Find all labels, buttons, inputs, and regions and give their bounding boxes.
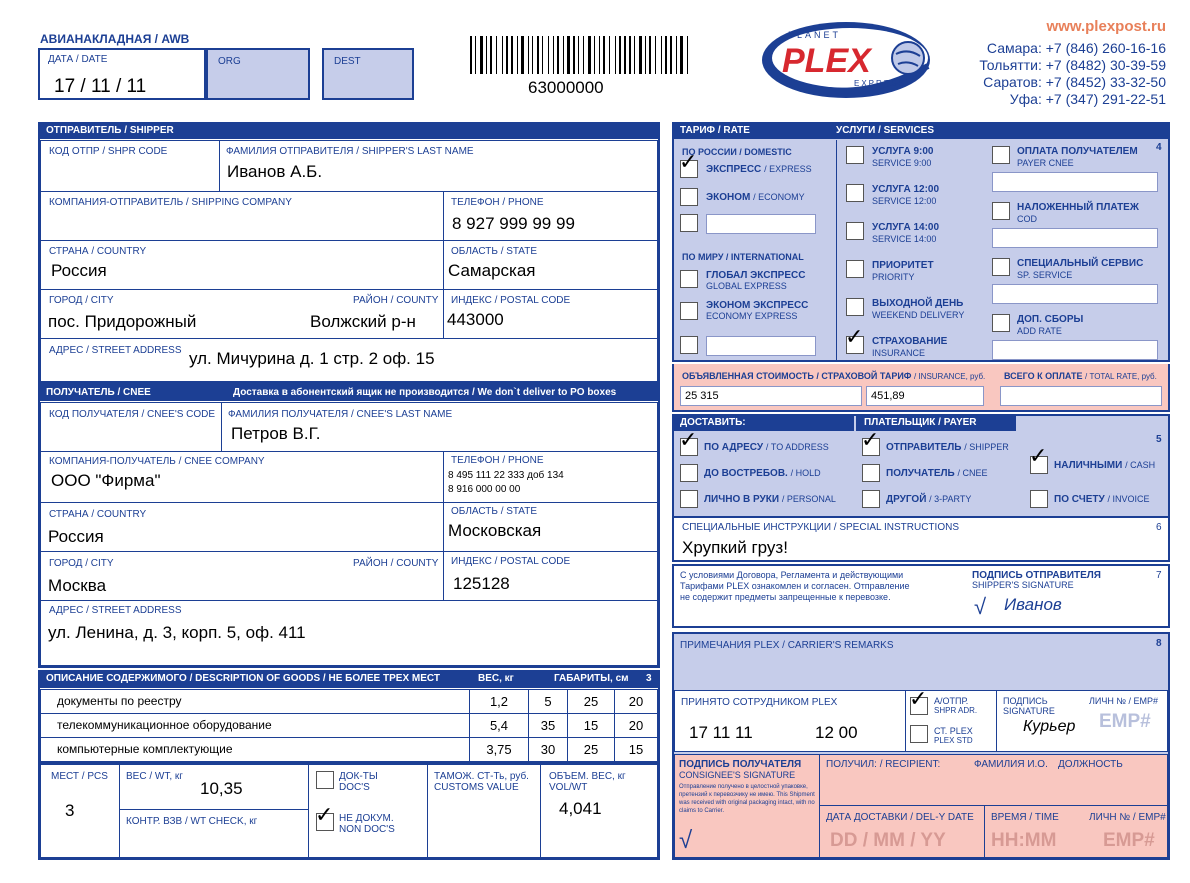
goods-row-cell[interactable]: 20 [614, 713, 658, 738]
barcode-bar [480, 36, 483, 74]
service-extra-input[interactable] [992, 340, 1158, 360]
delivery-emp-placeholder: EMP# [1103, 830, 1155, 851]
shipper-city: пос. Придорожный [48, 312, 197, 331]
org-label: ORG [218, 56, 241, 67]
barcode-bar [634, 36, 635, 74]
service-extra-input[interactable] [992, 172, 1158, 192]
shipper-signature[interactable]: Иванов [1004, 595, 1062, 614]
remarks-section-number: 8 [1156, 638, 1162, 649]
shipper-lastname-field[interactable] [219, 140, 658, 192]
barcode-bar [629, 36, 631, 74]
pcs-label: МЕСТ / PCS [51, 771, 108, 782]
goods-row-cell[interactable]: 25 [567, 737, 615, 762]
barcode [470, 36, 690, 74]
instructions-label: СПЕЦИАЛЬНЫЕ ИНСТРУКЦИИ / SPECIAL INSTRUCTIONS [682, 522, 959, 533]
payer-shipper-label: ОТПРАВИТЕЛЬ / SHIPPER [886, 442, 1009, 453]
volwt-field[interactable] [540, 764, 658, 858]
consignee-address-label: АДРЕС / STREET ADDRESS [49, 605, 182, 616]
phones-list [979, 40, 1166, 108]
consignee-state-field[interactable] [443, 502, 658, 552]
barcode-bar [537, 36, 539, 74]
shipper-postal-label: ИНДЕКС / POSTAL CODE [451, 295, 571, 306]
wt-label: ВЕС / WT, кг [126, 771, 183, 782]
consignee-lastname-label: ФАМИЛИЯ ПОЛУЧАТЕЛЯ / CNEE'S LAST NAME [228, 409, 453, 420]
shipper-address: ул. Мичурина д. 1 стр. 2 оф. 15 [189, 349, 435, 368]
economy-express-checkbox[interactable] [680, 302, 698, 320]
barcode-bar [661, 36, 662, 74]
barcode-bar [609, 36, 610, 74]
consignee-pobox-note: Доставка в абонентский ящик не производится / We don`t deliver to PO boxes [233, 387, 617, 398]
barcode-bar [557, 36, 559, 74]
consignee-city-label: ГОРОД / CITY [49, 558, 114, 569]
date-value: 17 / 11 / 11 [54, 76, 147, 97]
goods-row-description[interactable]: компьютерные комплектующие [40, 737, 470, 762]
consignee-code-field[interactable] [40, 402, 222, 452]
consignee-city-field[interactable] [40, 551, 444, 601]
courier-sign-field[interactable] [996, 690, 1168, 752]
declared-label: ОБЪЯВЛЕННАЯ СТОИМОСТЬ / СТРАХОВОЙ ТАРИФ / INSURANCE, руб. [682, 371, 986, 381]
service-extra-label-en: SP. SERVICE [1017, 270, 1073, 280]
total-label: ВСЕГО К ОПЛАТЕ / TOTAL RATE, руб. [1004, 371, 1157, 381]
barcode-bar [563, 36, 564, 74]
remarks-label: ПРИМЕЧАНИЯ PLEX / CARRIER'S REMARKS [680, 640, 894, 651]
customs-field[interactable] [427, 764, 541, 858]
instructions-section-number: 6 [1156, 522, 1162, 533]
consignee-country-field[interactable] [40, 502, 444, 552]
barcode-bar [687, 36, 688, 74]
nondocs-label-en: NON DOC'S [339, 824, 395, 835]
consignee-company-label: КОМПАНИЯ-ПОЛУЧАТЕЛЬ / CNEE COMPANY [49, 456, 265, 467]
barcode-bar [532, 36, 533, 74]
consignee-sig-label-en: CONSIGNEE'S SIGNATURE [679, 770, 796, 780]
to-address-checkmark-icon: ✓ [679, 428, 698, 453]
payer-shipper-checkmark-icon: ✓ [861, 428, 880, 453]
barcode-bar [573, 36, 575, 74]
recipient-field[interactable] [819, 754, 1168, 806]
org-box[interactable] [206, 48, 310, 100]
barcode-bar [517, 36, 518, 74]
plex-std-label-en: PLEX STD [934, 736, 973, 745]
payer-third-checkbox[interactable] [862, 490, 880, 508]
invoice-label: ПО СЧЕТУ / INVOICE [1054, 494, 1150, 505]
shipper-title: ОТПРАВИТЕЛЬ / SHIPPER [38, 122, 660, 139]
goods-row-cell[interactable]: 5 [528, 689, 568, 714]
wt-value: 10,35 [200, 779, 243, 798]
delivery-title: ДОСТАВИТЬ: [672, 414, 854, 431]
international-label: ПО МИРУ / INTERNATIONAL [682, 252, 804, 262]
service-label: ВЫХОДНОЙ ДЕНЬ [872, 298, 964, 309]
plex-logo [758, 14, 938, 104]
barcode-bar [603, 36, 605, 74]
instructions-value: Хрупкий груз! [682, 538, 788, 557]
shipper-company-label: КОМПАНИЯ-ОТПРАВИТЕЛЬ / SHIPPING COMPANY [49, 197, 292, 208]
express-checkmark-icon: ✓ [679, 150, 698, 175]
goods-row-cell[interactable]: 35 [528, 713, 568, 738]
shipper-county: Волжский р-н [310, 312, 416, 331]
barcode-bar [578, 36, 579, 74]
goods-row-description[interactable]: телекоммуникационное оборудование [40, 713, 470, 738]
date-box[interactable] [38, 48, 206, 100]
service-extra-checkbox[interactable] [992, 258, 1010, 276]
delivery-emp-label: ЛИЧН № / EMP# [1089, 812, 1166, 823]
plex-std-label: СТ. PLEX [934, 726, 973, 736]
agreement-section-number: 7 [1156, 570, 1162, 581]
shipper-lastname-label: ФАМИЛИЯ ОТПРАВИТЕЛЯ / SHIPPER'S LAST NAME [226, 146, 474, 157]
consignee-address: ул. Ленина, д. 3, корп. 5, оф. 411 [48, 623, 306, 642]
goods-row-cell[interactable]: 20 [614, 689, 658, 714]
service-label: УСЛУГА 14:00 [872, 222, 940, 233]
nondocs-checkmark-icon: ✓ [315, 803, 334, 828]
shipper-phone: 8 927 999 99 99 [452, 214, 575, 233]
personal-checkbox[interactable] [680, 490, 698, 508]
payer-section-number: 5 [1156, 434, 1162, 445]
service-extra-checkbox[interactable] [992, 146, 1010, 164]
pcs-field[interactable] [40, 764, 120, 858]
shipper-country-label: СТРАНА / COUNTRY [49, 246, 147, 257]
phone-ufa: Уфа: +7 (347) 291-22-51 [1009, 91, 1166, 107]
service-extra-label: СПЕЦИАЛЬНЫЙ СЕРВИС [1017, 258, 1144, 269]
consignee-country: Россия [48, 527, 104, 546]
barcode-bar [680, 36, 683, 74]
shipper-code-field[interactable] [40, 140, 220, 192]
courier-signature: Курьер [1023, 718, 1076, 735]
delivery-date-field[interactable] [819, 805, 985, 858]
payer-third-label: ДРУГОЙ / 3-PARTY [886, 494, 972, 505]
service-label-en: SERVICE 12:00 [872, 196, 937, 206]
shipper-state: Самарская [448, 261, 536, 280]
economy-checkbox[interactable] [680, 188, 698, 206]
website[interactable]: www.plexpost.ru [1046, 18, 1166, 35]
goods-row-cell[interactable]: 5,4 [469, 713, 529, 738]
consignee-address-field[interactable] [40, 600, 658, 666]
global-express-label-en: GLOBAL EXPRESS [706, 281, 787, 291]
barcode-bar [645, 36, 646, 74]
courier-sign-label: ПОДПИСЬ [1003, 696, 1048, 706]
global-express-checkbox[interactable] [680, 270, 698, 288]
barcode-bar [583, 36, 584, 74]
shipper-city-field[interactable] [40, 289, 444, 339]
barcode-bar [542, 36, 543, 74]
express-label: ЭКСПРЕСС / EXPRESS [706, 164, 812, 175]
hold-checkbox[interactable] [680, 464, 698, 482]
barcode-bar [619, 36, 621, 74]
awb-title: АВИАНАКЛАДНАЯ / AWB [40, 32, 190, 46]
delivery-time-label: ВРЕМЯ / TIME [991, 812, 1059, 823]
agreement-text: С условиями Договора, Регламента и действующими Тарифами PLEX ознакомлен и согласен. Отправление не содержит предметы запрещенные к перевозке. [680, 570, 910, 602]
dest-box[interactable] [322, 48, 414, 100]
service-checkbox[interactable] [846, 222, 864, 240]
barcode-bar [567, 36, 570, 74]
cash-label: НАЛИЧНЫМИ / CASH [1054, 460, 1156, 471]
barcode-bar [528, 36, 529, 74]
service-label-en: PRIORITY [872, 272, 915, 282]
payer-cnee-label: ПОЛУЧАТЕЛЬ / CNEE [886, 468, 988, 479]
goods-row-cell[interactable]: 25 [567, 689, 615, 714]
consignee-state-label: ОБЛАСТЬ / STATE [451, 506, 537, 517]
barcode-bar [624, 36, 626, 74]
barcode-bar [553, 36, 554, 74]
phone-togliatti: Тольятти: +7 (8482) 30-39-59 [979, 57, 1166, 73]
phone-saratov: Саратов: +7 (8452) 33-32-50 [983, 74, 1166, 90]
invoice-checkbox[interactable] [1030, 490, 1048, 508]
accepted-time: 12 00 [815, 723, 858, 742]
barcode-bar [670, 36, 672, 74]
barcode-number: 63000000 [528, 78, 604, 97]
consignee-state: Московская [448, 521, 542, 540]
logo-express: EXPRESS [854, 79, 906, 88]
service-checkbox[interactable] [846, 298, 864, 316]
shpr-addr-label: А/ОТПР. [934, 696, 969, 706]
customs-label: ТАМОЖ. СТ-Ть, руб. [434, 771, 529, 782]
barcode-bar [588, 36, 591, 74]
rate-other-input[interactable] [706, 214, 816, 234]
consignee-check-icon: √ [679, 827, 693, 854]
customs-label-en: CUSTOMS VALUE [434, 782, 519, 793]
insurance-checkmark-icon: ✓ [845, 325, 864, 350]
volwt-label-en: VOL/WT [549, 782, 588, 793]
consignee-title [38, 384, 660, 401]
volwt-label: ОБЪЕМ. ВЕС, кг [549, 771, 626, 782]
delivery-date-placeholder: DD / MM / YY [830, 830, 946, 851]
date-label: ДАТА / DATE [48, 54, 108, 65]
global-express-label: ГЛОБАЛ ЭКСПРЕСС [706, 270, 806, 281]
service-extra-label: ОПЛАТА ПОЛУЧАТЕЛЕМ [1017, 146, 1138, 157]
barcode-bar [470, 36, 472, 74]
service-extra-label: ДОП. СБОРЫ [1017, 314, 1084, 325]
courier-emp-label: ЛИЧН № / EMP# [1089, 696, 1159, 706]
consignee-title-text: ПОЛУЧАТЕЛЬ / CNEE [46, 387, 151, 398]
barcode-bar [490, 36, 492, 74]
barcode-bar [665, 36, 667, 74]
consignee-phone-1: 8 495 111 22 333 доб 134 [448, 470, 564, 481]
courier-sign-label-en: SIGNATURE [1003, 706, 1055, 716]
consignee-sig-label: ПОДПИСЬ ПОЛУЧАТЕЛЯ [679, 759, 802, 770]
payer-title: ПЛАТЕЛЬЩИК / PAYER [856, 414, 1016, 431]
accepted-label: ПРИНЯТО СОТРУДНИКОМ PLEX [681, 697, 838, 708]
goods-section-number: 3 [646, 673, 652, 684]
shipper-code-label: КОД ОТПР / SHPR CODE [49, 146, 168, 157]
delivery-time-field[interactable] [984, 805, 1168, 858]
consignee-company-field[interactable] [40, 451, 444, 503]
consignee-county-label: РАЙОН / COUNTY [353, 558, 439, 569]
consignee-postal-field[interactable] [443, 551, 658, 601]
rate-services-header [672, 122, 1170, 139]
barcode-bar [521, 36, 524, 74]
service-checkbox[interactable] [846, 184, 864, 202]
dest-label: DEST [334, 56, 361, 67]
service-extra-checkbox[interactable] [992, 314, 1010, 332]
barcode-bar [676, 36, 677, 74]
docs-label: ДОК-ТЫ [339, 771, 378, 782]
plex-std-checkbox[interactable] [910, 725, 928, 743]
barcode-bar [615, 36, 616, 74]
delivery-date-label: ДАТА ДОСТАВКИ / DEL-Y DATE [826, 812, 974, 823]
payer-cnee-checkbox[interactable] [862, 464, 880, 482]
instructions-field[interactable] [672, 516, 1170, 562]
service-label-en: INSURANCE [872, 348, 926, 358]
service-label: УСЛУГА 9:00 [872, 146, 934, 157]
goods-row-cell[interactable]: 1,2 [469, 689, 529, 714]
agreement-section [672, 564, 1170, 628]
personal-label: ЛИЧНО В РУКИ / PERSONAL [704, 494, 836, 505]
nondocs-label: НЕ ДОКУМ. [339, 813, 394, 824]
shipper-signature-label: ПОДПИСЬ ОТПРАВИТЕЛЯ [972, 570, 1101, 581]
service-extra-label: НАЛОЖЕННЫЙ ПЛАТЕЖ [1017, 202, 1139, 213]
service-label: ПРИОРИТЕТ [872, 260, 934, 271]
service-checkbox[interactable] [846, 260, 864, 278]
barcode-bar [486, 36, 487, 74]
service-label-en: SERVICE 14:00 [872, 234, 937, 244]
intl-other-input[interactable] [706, 336, 816, 356]
receipt-fine-print: Отправление получено в целостной упаковке, претензий к перевозчику не имею. This Shipment was received with original packaging intact, with no claims to Carrier. [679, 784, 815, 814]
accepted-date: 17 11 11 [689, 723, 753, 742]
goods-row-cell[interactable]: 15 [567, 713, 615, 738]
service-extra-label-en: COD [1017, 214, 1037, 224]
barcode-bar [496, 36, 497, 74]
services-section-number: 4 [1156, 142, 1162, 153]
delivery-time-placeholder: HH:MM [991, 830, 1057, 851]
service-extra-input[interactable] [992, 228, 1158, 248]
shipper-company-field[interactable] [40, 191, 444, 241]
to-address-label: ПО АДРЕСУ / TO ADDRESS [704, 442, 829, 453]
declared-value-input[interactable]: 25 315 [680, 386, 862, 406]
shipper-postal-field[interactable] [443, 289, 658, 339]
barcode-bar [594, 36, 595, 74]
economy-express-label-en: ECONOMY EXPRESS [706, 311, 798, 321]
accepted-field[interactable] [674, 690, 906, 752]
shipper-country: Россия [51, 261, 107, 280]
wtcheck-label: КОНТР. ВЗВ / WT CHECK, кг [126, 816, 258, 827]
docs-checkbox[interactable] [316, 771, 334, 789]
goods-title: ОПИСАНИЕ СОДЕРЖИМОГО / DESCRIPTION OF GOODS / НЕ БОЛЕЕ ТРЕХ МЕСТ [46, 673, 440, 684]
consignee-lastname: Петров В.Г. [231, 424, 321, 443]
goods-row-description[interactable]: документы по реестру [40, 689, 470, 714]
barcode-bar [649, 36, 651, 74]
rate-title: ТАРИФ / RATE [680, 125, 750, 136]
logo-planet: PLANET [788, 30, 842, 40]
services-title: УСЛУГИ / SERVICES [836, 125, 935, 136]
cash-checkmark-icon: ✓ [1029, 444, 1048, 469]
accept-location-field [905, 687, 997, 752]
barcode-bar [639, 36, 642, 74]
wtcheck-field[interactable] [119, 809, 309, 858]
consignee-country-label: СТРАНА / COUNTRY [49, 509, 147, 520]
consignee-code-label: КОД ПОЛУЧАТЕЛЯ / CNEE'S CODE [49, 409, 216, 420]
shipper-signature-label-en: SHIPPER'S SIGNATURE [972, 580, 1074, 590]
signature-check-icon: √ [974, 594, 987, 619]
docs-label-en: DOC'S [339, 782, 370, 793]
hold-label: ДО ВОСТРЕБОВ. / HOLD [704, 468, 821, 479]
insurance-rate-input[interactable]: 451,89 [866, 386, 984, 406]
consignee-signature-field[interactable] [674, 754, 820, 858]
service-extra-checkbox[interactable] [992, 202, 1010, 220]
shipper-lastname: Иванов А.Б. [227, 162, 323, 181]
consignee-phone-label: ТЕЛЕФОН / PHONE [451, 455, 544, 466]
service-checkbox[interactable] [846, 146, 864, 164]
goods-dims-label: ГАБАРИТЫ, см [554, 673, 629, 684]
goods-row-cell[interactable]: 30 [528, 737, 568, 762]
shpr-addr-label-en: SHPR ADR. [934, 706, 978, 715]
consignee-company: ООО "Фирма" [51, 471, 161, 490]
goods-header [38, 670, 660, 688]
courier-emp-placeholder: EMP# [1099, 711, 1151, 732]
barcode-bar [475, 36, 476, 74]
service-label-en: SERVICE 9:00 [872, 158, 932, 168]
barcode-bar [502, 36, 503, 74]
economy-label: ЭКОНОМ / ECONOMY [706, 192, 805, 203]
shipper-state-field[interactable] [443, 240, 658, 290]
service-label: СТРАХОВАНИЕ [872, 336, 948, 347]
intl-other-checkbox[interactable] [680, 336, 698, 354]
consignee-lastname-field[interactable] [221, 402, 658, 452]
goods-row-cell[interactable]: 3,75 [469, 737, 529, 762]
barcode-bar [506, 36, 508, 74]
consignee-postal: 125128 [453, 574, 510, 593]
service-label-en: WEEKEND DELIVERY [872, 310, 965, 320]
service-extra-label-en: ADD RATE [1017, 326, 1062, 336]
phone-samara: Самара: +7 (846) 260-16-16 [986, 40, 1166, 56]
shipper-country-field[interactable] [40, 240, 444, 290]
shipper-state-label: ОБЛАСТЬ / STATE [451, 246, 537, 257]
shipper-phone-field[interactable] [443, 191, 658, 241]
rate-divider [836, 140, 837, 362]
shpr-addr-checkmark-icon: ✓ [909, 687, 928, 712]
consignee-postal-label: ИНДЕКС / POSTAL CODE [451, 556, 571, 567]
doctype-field [308, 764, 428, 858]
barcode-bar [511, 36, 513, 74]
shipper-county-label: РАЙОН / COUNTY [353, 295, 439, 306]
rate-other-checkbox[interactable] [680, 214, 698, 232]
shipper-phone-label: ТЕЛЕФОН / PHONE [451, 197, 544, 208]
barcode-bar [599, 36, 600, 74]
service-extra-input[interactable] [992, 284, 1158, 304]
shipper-city-label: ГОРОД / CITY [49, 295, 114, 306]
recipient-fio-label: ФАМИЛИЯ И.О. [974, 759, 1048, 770]
recipient-label: ПОЛУЧИЛ: / RECIPIENT: [826, 759, 941, 770]
shipper-postal: 443000 [447, 310, 504, 329]
service-label: УСЛУГА 12:00 [872, 184, 940, 195]
goods-weight-label: ВЕС, кг [478, 673, 514, 684]
pcs-value: 3 [65, 801, 75, 820]
goods-row-cell[interactable]: 15 [614, 737, 658, 762]
barcode-bar [655, 36, 656, 74]
shipper-address-label: АДРЕС / STREET ADDRESS [49, 345, 182, 356]
wt-field[interactable] [119, 764, 309, 810]
economy-express-label: ЭКОНОМ ЭКСПРЕСС [706, 300, 809, 311]
volwt-value: 4,041 [559, 799, 602, 818]
consignee-city: Москва [48, 576, 107, 595]
service-extra-label-en: PAYER CNEE [1017, 158, 1074, 168]
consignee-phone-field[interactable] [443, 451, 658, 503]
shipper-address-field[interactable] [40, 338, 658, 382]
total-rate-input[interactable] [1000, 386, 1162, 406]
domestic-label: ПО РОССИИ / DOMESTIC [682, 147, 792, 157]
consignee-phone-2: 8 916 000 00 00 [448, 484, 521, 495]
logo-plex: PLEX [782, 42, 871, 80]
recipient-position-label: ДОЛЖНОСТЬ [1058, 759, 1123, 770]
barcode-bar [548, 36, 549, 74]
